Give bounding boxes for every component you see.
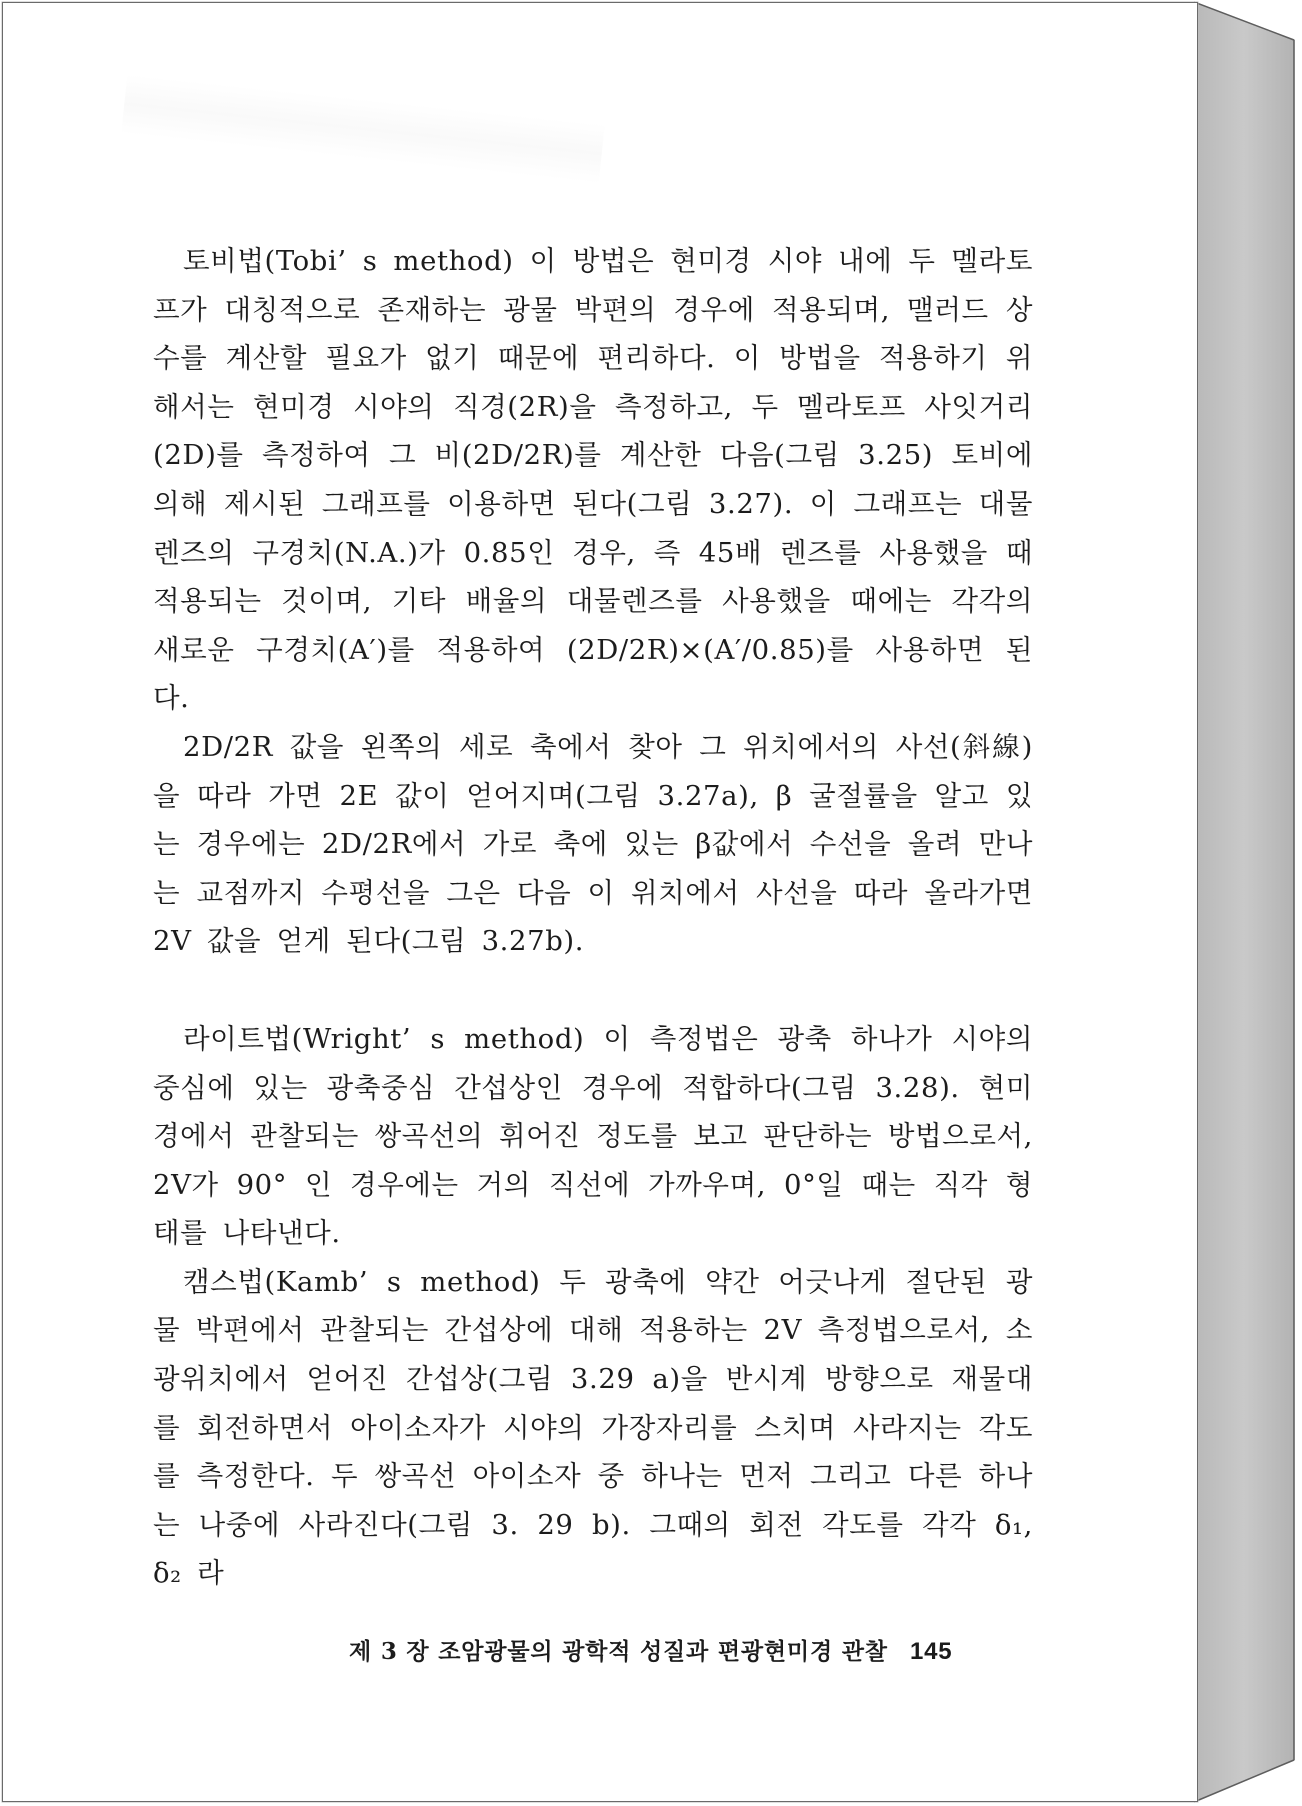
book-edge <box>1194 0 1296 1806</box>
page-number: 145 <box>909 1638 953 1665</box>
body-text <box>153 237 1033 1598</box>
paragraph-tobi-method: 토비법(Tobi’ s method) 이 방법은 현미경 시야 내에 두 멜라토프가 대칭적으로 존재하는 광물 박편의 경우에 적용되며, 맬러드 상수를 계산할 필요가 없기 때문에 편리하다. 이 방법을 적용하기 위해서는 현미경 시야의 직경(2R)을 측정하고, 두 멜라토프 사잇거리(2D)를 측정하여 그 비(2D/2R)를 계산한 다음(그림 3.25) 토비에 의해 제시된 그래프를 이용하면 된다(그림 3.27). 이 그래프는 대물렌즈의 구경치(N.A.)가 0.85인 경우, 즉 45배 렌즈를 사용했을 때 적용되는 것이며, 기타 배율의 대물렌즈를 사용했을 때에는 각각의 새로운 구경치(A′)를 적용하여 (2D/2R)×(A′/0.85)를 사용하면 된다. <box>153 245 1033 715</box>
running-footer-chapter: 제 3 장 조암광물의 광학적 성질과 편광현미경 관찰 <box>349 1638 888 1665</box>
book-page <box>2 2 1198 1802</box>
page-footer <box>349 1633 1009 1666</box>
paragraph-wright-method: 라이트법(Wright’ s method) 이 측정법은 광축 하나가 시야의 중심에 있는 광축중심 간섭상인 경우에 적합하다(그림 3.28). 현미경에서 관찰되는 쌍곡선의 휘어진 정도를 보고 판단하는 방법으로서, 2V가 90° 인 경우에는 거의 직선에 가까우며, 0°일 때는 직각 형태를 나타낸다. <box>153 1022 1033 1250</box>
paragraph-gap <box>153 966 1033 1015</box>
paragraph-kamb-method: 캠스법(Kamb’ s method) 두 광축에 약간 어긋나게 절단된 광물 박편에서 관찰되는 간섭상에 대해 적용하는 2V 측정법으로서, 소광위치에서 얻어진 간섭상(그림 3.29 a)을 반시계 방향으로 재물대를 회전하면서 아이소자가 시야의 가장자리를 스치며 사라지는 각도를 측정한다. 두 쌍곡선 아이소자 중 하나는 먼저 그리고 다른 하나는 나중에 사라진다(그림 3. 29 b). 그때의 회전 각도를 각각 δ₁, δ₂ 라 <box>153 1265 1033 1590</box>
paragraph-tobi-graph: 2D/2R 값을 왼쪽의 세로 축에서 찾아 그 위치에서의 사선(斜線)을 따라 가면 2E 값이 얻어지며(그림 3.27a), β 굴절률을 알고 있는 경우에는 2D/2R에서 가로 축에 있는 β값에서 수선을 올려 만나는 교점까지 수평선을 그은 다음 이 위치에서 사선을 따라 올라가면 2V 값을 얻게 된다(그림 3.27b). <box>153 730 1033 958</box>
scan-shadow <box>121 74 605 184</box>
